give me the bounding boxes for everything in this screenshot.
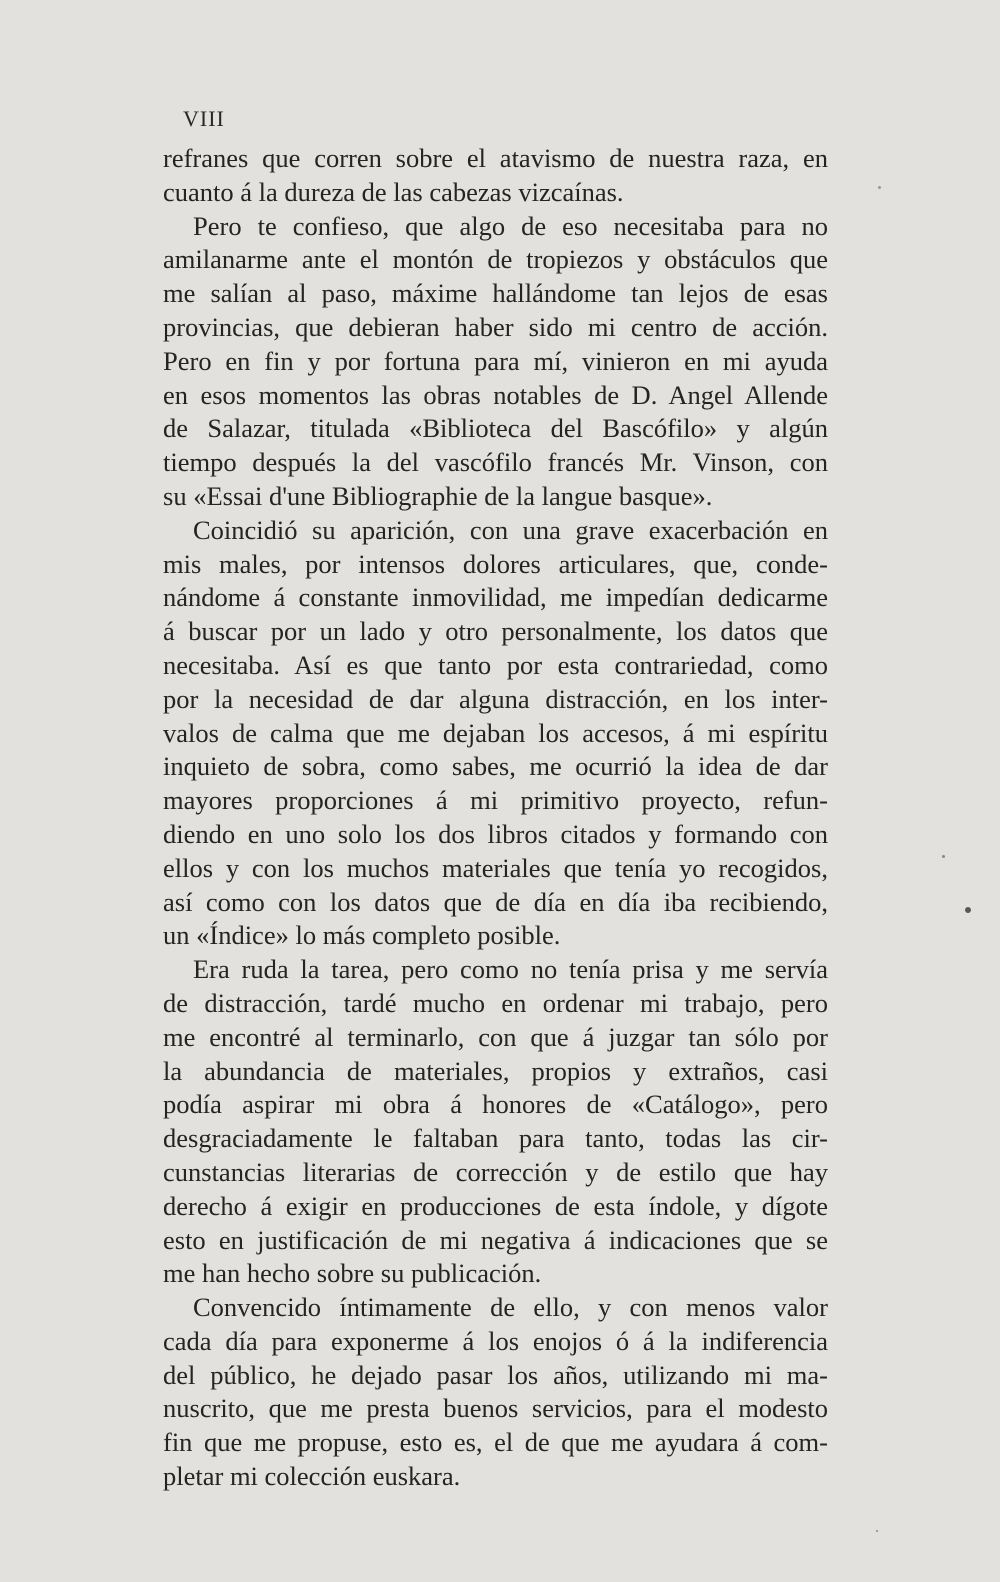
paper-speck [965,907,971,913]
text-line: del público, he dejado pasar los años, utilizando mi ma- [163,1359,828,1390]
text-line: Coincidió su aparición, con una grave exacerbación en [193,514,828,545]
text-line: en esos momentos las obras notables de D. Angel Allende [163,379,828,410]
text-line: Convencido íntimamente de ello, y con menos valor [193,1292,828,1323]
text-line: fin que me propuse, esto es, el de que me ayudara á com- [163,1427,828,1458]
body-text [163,142,828,1494]
text-line: por la necesidad de dar alguna distracción, en los inter- [163,683,828,714]
text-line: mis males, por intensos dolores articulares, que, conde- [163,548,828,579]
text-line: me han hecho sobre su publicación. [163,1258,542,1289]
text-line: Era ruda la tarea, pero como no tenía prisa y me servía [193,954,828,985]
text-line: esto en justificación de mi negativa á indicaciones que se [163,1224,828,1255]
paper-speck [876,1530,878,1532]
text-line: tiempo después la del vascófilo francés Mr. Vinson, con [163,447,828,478]
text-line: á buscar por un lado y otro personalmente, los datos que [163,616,828,647]
text-line: pletar mi colección euskara. [163,1461,461,1492]
text-line: cunstancias literarias de corrección y de estilo que hay [163,1156,828,1187]
text-line: cada día para exponerme á los enojos ó á la indiferencia [163,1325,828,1356]
text-line: inquieto de sobra, como sabes, me ocurrió la idea de dar [163,751,828,782]
text-line: su «Essai d'une Bibliographie de la langue basque». [163,480,713,511]
text-line: me encontré al terminarlo, con que á juzgar tan sólo por [163,1021,828,1052]
text-line: nándome á constante inmovilidad, me impedían dedicarme [163,582,828,613]
text-line: Pero te confieso, que algo de eso necesitaba para no [193,210,828,241]
text-line: provincias, que debieran haber sido mi centro de acción. [163,311,828,342]
text-line: mayores proporciones á mi primitivo proyecto, refun- [163,785,828,816]
text-line: necesitaba. Así es que tanto por esta contrariedad, como [163,649,828,680]
text-line: podía aspirar mi obra á honores de «Catálogo», pero [163,1089,828,1120]
text-line: cuanto á la dureza de las cabezas vizcaínas. [163,176,624,207]
text-line: así como con los datos que de día en día iba recibiendo, [163,886,828,917]
text-line: valos de calma que me dejaban los accesos, á mi espíritu [163,717,828,748]
text-line: de Salazar, titulada «Biblioteca del Bascófilo» y algún [163,413,828,444]
text-line: me salían al paso, máxime hallándome tan lejos de esas [163,278,828,309]
text-line: Pero en fin y por fortuna para mí, vinieron en mi ayuda [163,345,828,376]
text-line: un «Índice» lo más completo posible. [163,920,561,951]
page-number: VIII [183,106,225,131]
text-line: refranes que corren sobre el atavismo de nuestra raza, en [163,143,828,173]
text-line: amilanarme ante el montón de tropiezos y obstáculos que [163,244,828,275]
text-line: de distracción, tardé mucho en ordenar mi trabajo, pero [163,987,828,1018]
text-line: nuscrito, que me presta buenos servicios, para el modesto [163,1393,828,1424]
paper-speck [878,186,881,189]
text-line: diendo en uno solo los dos libros citados y formando con [163,818,828,849]
text-line: desgraciadamente le faltaban para tanto, todas las cir- [163,1123,828,1154]
text-line: derecho á exigir en producciones de esta índole, y dígote [163,1190,828,1221]
text-line: ellos y con los muchos materiales que tenía yo recogidos, [163,852,828,883]
paper-speck [942,855,945,858]
text-line: la abundancia de materiales, propios y extraños, casi [163,1055,828,1086]
